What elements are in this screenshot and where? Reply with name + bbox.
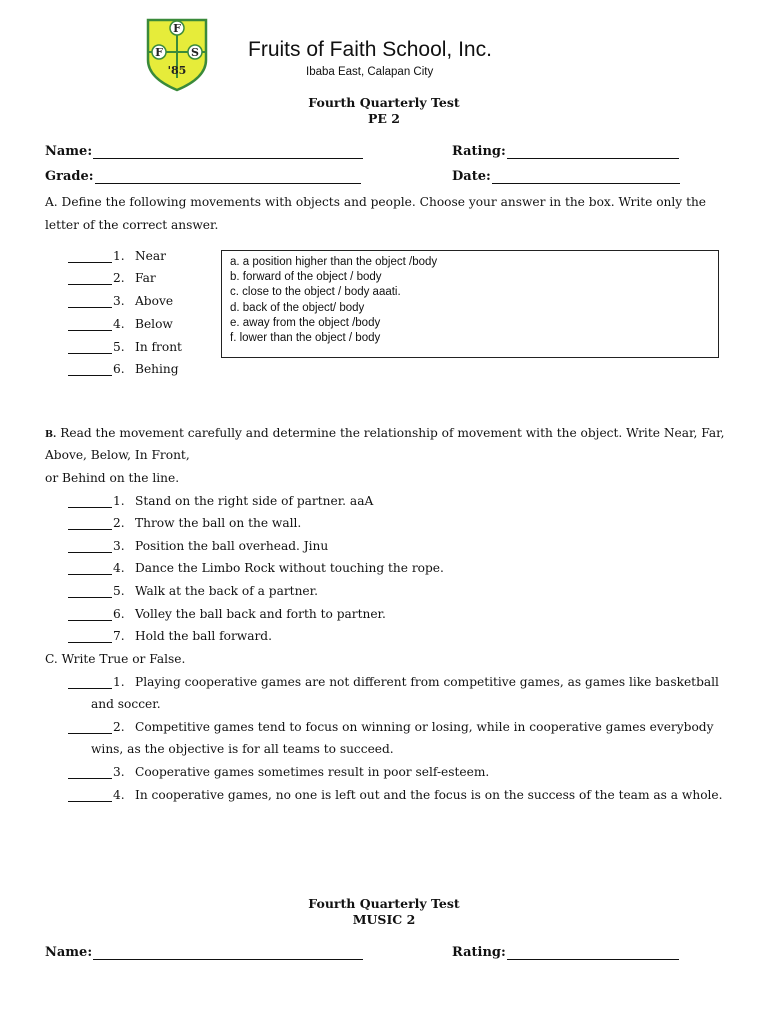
- grade-line[interactable]: [95, 171, 361, 184]
- section-c-item: 4. In cooperative games, no one is left out and the focus is on the success of the team as a whole.: [68, 788, 723, 802]
- rating-label: Rating:: [452, 144, 506, 159]
- date-line[interactable]: [492, 171, 680, 184]
- grade-label: Grade:: [45, 169, 94, 184]
- answer-blank[interactable]: [68, 722, 112, 734]
- answer-blank[interactable]: [68, 496, 112, 508]
- choices-box: [221, 250, 719, 358]
- rating-line[interactable]: [507, 146, 679, 159]
- section-c-item: 2. Competitive games tend to focus on winning or losing, while in cooperative games everybody: [68, 720, 713, 734]
- rating-label-2: Rating:: [452, 945, 506, 960]
- answer-blank[interactable]: [68, 586, 112, 598]
- logo-letter-top: F: [173, 22, 181, 35]
- section-b-label: B.: [45, 429, 57, 440]
- answer-blank[interactable]: [68, 319, 112, 331]
- test1-title: Fourth Quarterly Test: [308, 95, 460, 110]
- section-a-instruction-2: letter of the correct answer.: [45, 218, 219, 232]
- section-b-item: 4. Dance the Limbo Rock without touching the rope.: [68, 561, 444, 575]
- name-line-2[interactable]: [93, 947, 363, 960]
- answer-blank[interactable]: [68, 541, 112, 553]
- rating-field-2[interactable]: [452, 945, 679, 960]
- logo-letter-left: F: [155, 46, 163, 59]
- section-a-instruction-1: A. Define the following movements with objects and people. Choose your answer in the box. Write only the: [45, 195, 707, 209]
- name-line[interactable]: [93, 146, 363, 159]
- section-c-item: 3. Cooperative games sometimes result in poor self-esteem.: [68, 765, 489, 779]
- school-name: Fruits of Faith School, Inc.: [248, 38, 492, 61]
- section-c-item-cont: wins, as the objective is for all teams to succeed.: [91, 742, 394, 756]
- section-b-item: 7. Hold the ball forward.: [68, 629, 272, 643]
- answer-blank[interactable]: [68, 251, 112, 263]
- answer-blank[interactable]: [68, 296, 112, 308]
- section-a-item: 4. Below: [68, 317, 173, 331]
- choice-f: f. lower than the object / body: [230, 332, 381, 345]
- section-a-item: 6. Behing: [68, 362, 179, 376]
- logo-letter-right: S: [191, 46, 199, 59]
- section-c-instruction: C. Write True or False.: [45, 652, 186, 666]
- choice-e: e. away from the object /body: [230, 316, 381, 329]
- section-b-item: 5. Walk at the back of a partner.: [68, 584, 318, 598]
- test2-subject: MUSIC 2: [352, 912, 416, 927]
- choice-d: d. back of the object/ body: [230, 301, 365, 314]
- logo-year: '85: [167, 64, 187, 77]
- section-b-instruction-2: Above, Below, In Front,: [45, 448, 190, 462]
- date-field[interactable]: [452, 169, 680, 184]
- answer-blank[interactable]: [68, 273, 112, 285]
- section-b-item: 1. Stand on the right side of partner. aaA: [68, 494, 373, 508]
- answer-blank[interactable]: [68, 518, 112, 530]
- answer-blank[interactable]: [68, 563, 112, 575]
- grade-field[interactable]: [45, 169, 361, 184]
- section-a-item: 2. Far: [68, 271, 156, 285]
- section-b-instruction-3: or Behind on the line.: [45, 471, 180, 485]
- test2-title: Fourth Quarterly Test: [308, 896, 460, 911]
- rating-field[interactable]: [452, 144, 679, 159]
- choice-b: b. forward of the object / body: [230, 271, 382, 284]
- section-c-item: 1. Playing cooperative games are not different from competitive games, as games like basketball: [68, 675, 719, 689]
- choice-c: c. close to the object / body aaati.: [230, 286, 401, 299]
- school-logo: [140, 16, 214, 92]
- answer-blank[interactable]: [68, 342, 112, 354]
- section-c-item-cont: and soccer.: [91, 697, 161, 711]
- rating-line-2[interactable]: [507, 947, 679, 960]
- name-field[interactable]: [45, 144, 363, 159]
- section-a-item: 3. Above: [68, 294, 173, 308]
- section-b-item: 2. Throw the ball on the wall.: [68, 516, 301, 530]
- answer-blank[interactable]: [68, 767, 112, 779]
- answer-blank[interactable]: [68, 631, 112, 643]
- test1-subject: PE 2: [368, 111, 400, 126]
- name-label: Name:: [45, 144, 93, 159]
- name-field-2[interactable]: [45, 945, 363, 960]
- choice-a: a. a position higher than the object /body: [230, 256, 438, 268]
- date-label: Date:: [452, 169, 491, 184]
- answer-blank[interactable]: [68, 790, 112, 802]
- section-b-item: 3. Position the ball overhead. Jinu: [68, 539, 328, 553]
- section-b-item: 6. Volley the ball back and forth to partner.: [68, 607, 386, 621]
- school-address: Ibaba East, Calapan City: [306, 66, 434, 78]
- answer-blank[interactable]: [68, 609, 112, 621]
- name-label-2: Name:: [45, 945, 93, 960]
- section-b-instruction-1: B. Read the movement carefully and determine the relationship of movement with the object. Write Near, Far,: [45, 426, 725, 440]
- section-a-item: 1. Near: [68, 249, 166, 263]
- answer-blank[interactable]: [68, 364, 112, 376]
- answer-blank[interactable]: [68, 677, 112, 689]
- section-a-item: 5. In front: [68, 340, 182, 354]
